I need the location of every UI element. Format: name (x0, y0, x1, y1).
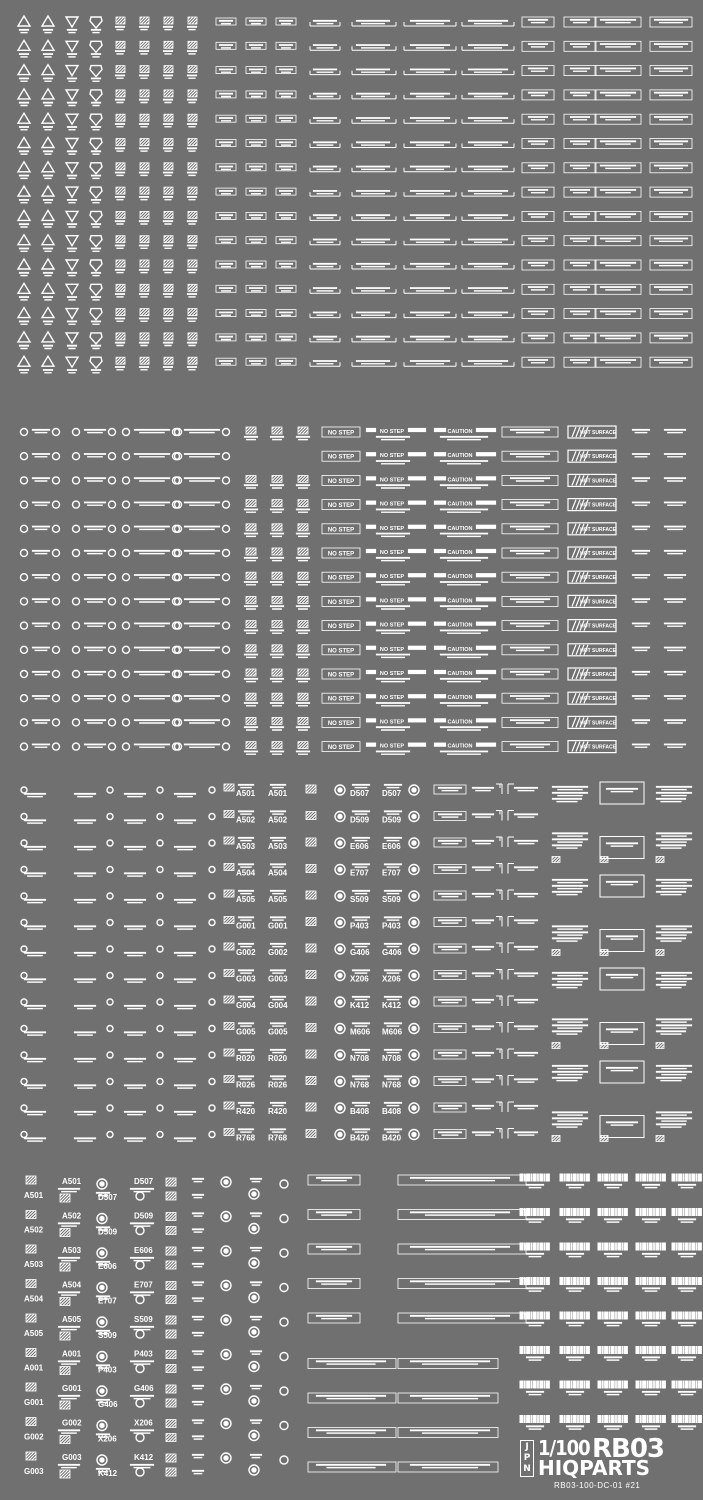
svg-text:N768: N768 (382, 1080, 402, 1090)
svg-text:A505: A505 (236, 895, 256, 904)
svg-text:NO STEP: NO STEP (327, 599, 355, 606)
svg-text:NO STEP: NO STEP (327, 648, 355, 655)
svg-text:G001: G001 (62, 1384, 82, 1393)
svg-text:HOT SURFACE: HOT SURFACE (580, 478, 616, 485)
svg-text:R420: R420 (236, 1107, 256, 1116)
svg-text:HOT SURFACE: HOT SURFACE (580, 454, 616, 461)
hot-surface-decal (568, 692, 617, 704)
no-step-decal (322, 548, 360, 558)
svg-text:A505: A505 (62, 1315, 82, 1324)
svg-text:E606: E606 (350, 842, 369, 851)
section-lower-codes (24, 1174, 701, 1478)
no-step-decal (322, 572, 360, 582)
svg-text:A502: A502 (24, 1225, 44, 1235)
svg-text:NO STEP: NO STEP (327, 478, 355, 485)
svg-text:S509: S509 (350, 895, 369, 904)
svg-text:NO STEP: NO STEP (379, 477, 405, 484)
svg-text:B408: B408 (350, 1107, 370, 1116)
svg-text:G003: G003 (24, 1467, 44, 1476)
sheet-code: RB03-100-DC-01 #21 (554, 1481, 641, 1490)
svg-text:HOT SURFACE: HOT SURFACE (580, 575, 616, 582)
svg-text:G003: G003 (62, 1453, 82, 1462)
svg-text:NO STEP: NO STEP (379, 550, 405, 556)
svg-text:A503: A503 (268, 842, 288, 851)
no-step-decal (322, 427, 360, 437)
svg-text:NO STEP: NO STEP (327, 527, 355, 534)
hot-surface-decal (568, 450, 617, 462)
svg-text:X206: X206 (350, 974, 369, 984)
svg-text:A501: A501 (62, 1177, 82, 1186)
svg-text:R420: R420 (268, 1107, 288, 1116)
svg-text:HOT SURFACE: HOT SURFACE (580, 672, 616, 678)
svg-text:NO STEP: NO STEP (327, 430, 355, 437)
svg-text:G001: G001 (268, 921, 288, 931)
svg-text:NO STEP: NO STEP (327, 745, 355, 752)
svg-text:A502: A502 (236, 815, 256, 825)
svg-text:NO STEP: NO STEP (379, 453, 405, 460)
svg-text:NO STEP: NO STEP (379, 719, 405, 726)
svg-text:B408: B408 (382, 1107, 402, 1116)
svg-text:G001: G001 (236, 921, 256, 931)
svg-text:CAUTION: CAUTION (447, 646, 473, 653)
svg-text:NO STEP: NO STEP (379, 598, 405, 605)
no-step-decal (322, 717, 360, 727)
svg-text:N708: N708 (350, 1054, 370, 1063)
svg-text:CAUTION: CAUTION (447, 429, 473, 435)
svg-text:NO STEP: NO STEP (379, 622, 405, 629)
svg-text:P403: P403 (98, 1365, 117, 1375)
svg-text:CAUTION: CAUTION (447, 719, 473, 726)
svg-text:G004: G004 (268, 1001, 288, 1010)
svg-text:CAUTION: CAUTION (447, 574, 473, 581)
svg-text:HOT SURFACE: HOT SURFACE (580, 720, 616, 727)
no-step-decal (322, 621, 360, 631)
svg-text:A001: A001 (62, 1349, 82, 1359)
svg-text:NO STEP: NO STEP (379, 525, 405, 532)
svg-text:CAUTION: CAUTION (447, 501, 473, 508)
svg-text:CAUTION: CAUTION (447, 671, 473, 677)
svg-text:E606: E606 (134, 1246, 153, 1255)
svg-text:D507: D507 (350, 789, 370, 798)
hot-surface-decal (568, 741, 617, 753)
svg-text:HOT SURFACE: HOT SURFACE (580, 647, 616, 654)
svg-text:HOT SURFACE: HOT SURFACE (580, 599, 616, 606)
svg-text:D509: D509 (98, 1227, 118, 1237)
hot-surface-decal (568, 474, 617, 486)
svg-text:CAUTION: CAUTION (447, 550, 473, 556)
svg-text:G003: G003 (236, 974, 256, 984)
svg-text:NO STEP: NO STEP (327, 551, 355, 558)
no-step-decal (322, 475, 360, 485)
svg-text:A505: A505 (268, 895, 288, 904)
svg-text:E707: E707 (350, 868, 369, 878)
svg-text:G005: G005 (268, 1027, 288, 1037)
svg-text:E606: E606 (382, 842, 401, 851)
svg-text:NO STEP: NO STEP (327, 696, 355, 703)
svg-text:NO STEP: NO STEP (379, 501, 405, 508)
hot-surface-decal (568, 426, 617, 438)
svg-text:A504: A504 (62, 1280, 82, 1290)
svg-text:K412: K412 (134, 1453, 154, 1462)
svg-text:A504: A504 (236, 868, 256, 878)
svg-text:X206: X206 (382, 974, 401, 984)
svg-text:R026: R026 (236, 1080, 256, 1090)
svg-text:E707: E707 (134, 1280, 153, 1290)
no-step-decal (322, 500, 360, 510)
svg-text:A503: A503 (236, 842, 256, 851)
svg-text:A504: A504 (268, 868, 288, 878)
svg-text:NO STEP: NO STEP (327, 720, 355, 727)
svg-text:R768: R768 (268, 1133, 288, 1143)
svg-text:B420: B420 (350, 1133, 370, 1143)
svg-text:HOT SURFACE: HOT SURFACE (580, 430, 616, 436)
no-step-decal (322, 669, 360, 679)
svg-text:X206: X206 (134, 1418, 153, 1428)
svg-text:D507: D507 (98, 1193, 118, 1202)
svg-text:CAUTION: CAUTION (447, 695, 473, 702)
no-step-decal (322, 742, 360, 752)
svg-text:B420: B420 (382, 1133, 402, 1143)
no-step-decal (322, 451, 360, 461)
svg-text:K412: K412 (350, 1001, 370, 1010)
svg-text:P403: P403 (382, 921, 401, 931)
svg-text:D507: D507 (382, 789, 402, 798)
section-part-codes (21, 782, 692, 1143)
svg-text:NO STEP: NO STEP (327, 454, 355, 461)
svg-text:K412: K412 (98, 1469, 118, 1478)
svg-text:G002: G002 (24, 1432, 44, 1442)
svg-text:P403: P403 (350, 921, 369, 931)
svg-text:NO STEP: NO STEP (327, 624, 355, 631)
svg-text:M606: M606 (382, 1027, 403, 1037)
svg-text:A504: A504 (24, 1294, 44, 1304)
hot-surface-decal (568, 668, 617, 680)
svg-text:G002: G002 (236, 948, 256, 957)
svg-text:G406: G406 (134, 1384, 154, 1393)
hot-surface-decal (568, 644, 617, 656)
svg-text:HOT SURFACE: HOT SURFACE (580, 623, 616, 630)
svg-text:R768: R768 (236, 1133, 256, 1143)
svg-text:D509: D509 (382, 815, 402, 825)
series-logo: RB03 (592, 1434, 665, 1464)
svg-text:G406: G406 (98, 1400, 118, 1409)
svg-text:N768: N768 (350, 1080, 370, 1090)
svg-text:NO STEP: NO STEP (379, 574, 405, 581)
svg-text:S509: S509 (382, 895, 401, 904)
no-step-decal (322, 524, 360, 534)
svg-text:S509: S509 (98, 1331, 117, 1340)
hot-surface-decal (568, 620, 617, 632)
svg-text:G406: G406 (350, 948, 370, 957)
svg-text:NO STEP: NO STEP (379, 695, 405, 702)
svg-text:HOT SURFACE: HOT SURFACE (580, 696, 616, 703)
section-warning-symbols (18, 16, 692, 373)
svg-text:A502: A502 (268, 815, 288, 825)
svg-text:NO STEP: NO STEP (379, 671, 405, 677)
svg-text:R020: R020 (236, 1054, 256, 1063)
hot-surface-decal (568, 571, 617, 583)
svg-text:NO STEP: NO STEP (327, 503, 355, 510)
svg-text:K412: K412 (382, 1001, 402, 1010)
brand-block (520, 1436, 700, 1496)
svg-text:R020: R020 (268, 1054, 288, 1063)
no-step-decal (322, 596, 360, 606)
svg-text:NO STEP: NO STEP (379, 743, 405, 750)
svg-text:G003: G003 (268, 974, 288, 984)
svg-text:P403: P403 (134, 1349, 153, 1359)
svg-text:E707: E707 (98, 1296, 117, 1306)
svg-text:D507: D507 (134, 1177, 154, 1186)
svg-text:CAUTION: CAUTION (447, 453, 473, 460)
svg-text:A501: A501 (236, 789, 256, 798)
hot-surface-decal (568, 499, 617, 511)
svg-text:CAUTION: CAUTION (447, 598, 473, 605)
no-step-decal (322, 645, 360, 655)
svg-text:CAUTION: CAUTION (447, 477, 473, 484)
svg-text:N708: N708 (382, 1054, 402, 1063)
svg-text:R026: R026 (268, 1080, 288, 1090)
svg-text:G001: G001 (24, 1398, 44, 1407)
svg-text:NO STEP: NO STEP (379, 429, 405, 435)
hot-surface-decal (568, 595, 617, 607)
svg-text:NO STEP: NO STEP (327, 575, 355, 582)
section-no-step-caution (21, 426, 687, 755)
svg-text:A503: A503 (24, 1260, 44, 1269)
svg-text:A501: A501 (268, 789, 288, 798)
svg-text:CAUTION: CAUTION (447, 743, 473, 750)
svg-text:G406: G406 (382, 948, 402, 957)
svg-text:A001: A001 (24, 1363, 44, 1373)
region-mark: J P N (520, 1440, 534, 1477)
hot-surface-decal (568, 547, 617, 559)
svg-text:HOT SURFACE: HOT SURFACE (580, 551, 616, 557)
svg-text:NO STEP: NO STEP (327, 672, 355, 679)
svg-text:HOT SURFACE: HOT SURFACE (580, 502, 616, 509)
svg-text:D509: D509 (350, 815, 370, 825)
svg-text:A502: A502 (62, 1211, 82, 1221)
svg-text:E606: E606 (98, 1262, 117, 1271)
svg-text:G005: G005 (236, 1027, 256, 1037)
svg-text:M606: M606 (350, 1027, 371, 1037)
svg-text:CAUTION: CAUTION (447, 525, 473, 532)
scale-label: 1/100 (538, 1436, 590, 1460)
no-step-decal (322, 693, 360, 703)
svg-text:G002: G002 (268, 948, 288, 957)
svg-text:NO STEP: NO STEP (379, 646, 405, 653)
svg-text:D509: D509 (134, 1211, 154, 1221)
svg-text:G002: G002 (62, 1418, 82, 1428)
hot-surface-decal (568, 716, 617, 728)
svg-text:A505: A505 (24, 1329, 44, 1338)
svg-text:HOT SURFACE: HOT SURFACE (580, 526, 616, 533)
svg-text:A503: A503 (62, 1246, 82, 1255)
svg-text:CAUTION: CAUTION (447, 622, 473, 629)
svg-text:HOT SURFACE: HOT SURFACE (580, 744, 616, 751)
maker-logo: HIQPARTS (538, 1456, 651, 1480)
hot-surface-decal (568, 523, 617, 535)
svg-text:G004: G004 (236, 1001, 256, 1010)
svg-text:X206: X206 (98, 1434, 117, 1444)
svg-text:A501: A501 (24, 1191, 44, 1200)
svg-text:E707: E707 (382, 868, 401, 878)
svg-text:S509: S509 (134, 1315, 153, 1324)
